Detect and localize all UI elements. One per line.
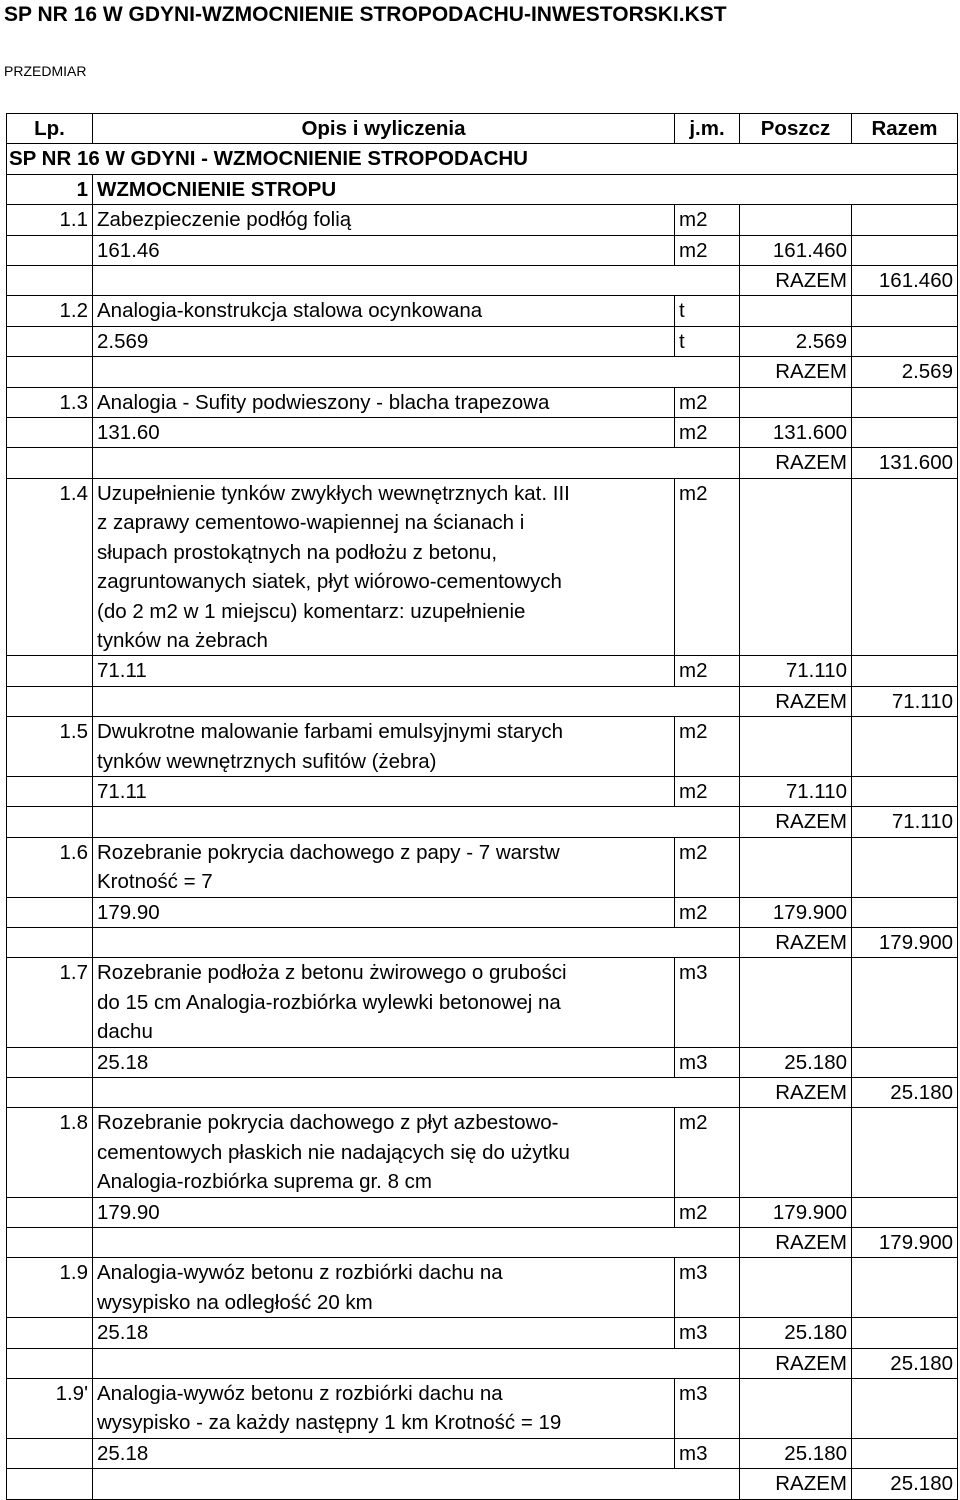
calc-lp-empty: [7, 418, 93, 448]
calc-partial: 161.460: [740, 235, 852, 265]
calc-row: [7, 235, 958, 265]
item-description-line: tynków wewnętrznych sufitów (żebra): [97, 749, 437, 773]
item-description-line: (do 2 m2 w 1 miejscu) komentarz: uzupełnienie: [97, 599, 526, 623]
item-description-line: Rozebranie pokrycia dachowego z płyt azbestowo-: [97, 1111, 559, 1135]
razem-row: [7, 448, 958, 478]
item-partial-empty: [740, 205, 852, 235]
group-row: [7, 174, 958, 204]
calc-total-empty: [852, 326, 958, 356]
item-description-line: z zaprawy cementowo-wapiennej na ścianach i: [97, 511, 525, 535]
calc-lp-empty: [7, 1438, 93, 1468]
item-row: [7, 717, 958, 777]
razem-lp-empty: [7, 266, 93, 296]
razem-row: [7, 1469, 958, 1499]
calc-total-empty: [852, 897, 958, 927]
item-partial-empty: [740, 478, 852, 655]
item-description-line: wysypisko - za każdy następny 1 km Krotność = 19: [97, 1411, 562, 1435]
item-lp: 1.3: [7, 387, 93, 417]
item-lp: 1.8: [7, 1108, 93, 1197]
item-description: [93, 478, 675, 655]
razem-label: RAZEM: [740, 266, 852, 296]
calc-lp-empty: [7, 235, 93, 265]
item-unit: m2: [675, 478, 740, 655]
item-description-line: Analogia-rozbiórka suprema gr. 8 cm: [97, 1170, 432, 1194]
item-lp: 1.9: [7, 1258, 93, 1318]
razem-total: 25.180: [852, 1348, 958, 1378]
item-description: [93, 958, 675, 1047]
item-description-line: tynków na żebrach: [97, 628, 268, 652]
razem-label: RAZEM: [740, 448, 852, 478]
item-description: [93, 205, 675, 235]
razem-row: [7, 686, 958, 716]
calc-row: [7, 1047, 958, 1077]
razem-desc-empty: [93, 1078, 740, 1108]
item-unit: m2: [675, 717, 740, 777]
calc-unit: m3: [675, 1318, 740, 1348]
razem-row: [7, 1228, 958, 1258]
razem-row: [7, 266, 958, 296]
calc-expression: 71.11: [93, 656, 675, 686]
item-total-empty: [852, 296, 958, 326]
calc-row: [7, 897, 958, 927]
item-description-line: Zabezpieczenie podłóg folią: [97, 208, 352, 232]
item-total-empty: [852, 478, 958, 655]
razem-label: RAZEM: [740, 1078, 852, 1108]
calc-unit: m2: [675, 776, 740, 806]
item-total-empty: [852, 205, 958, 235]
item-row: [7, 478, 958, 655]
calc-row: [7, 326, 958, 356]
calc-row: [7, 1438, 958, 1468]
razem-total: 2.569: [852, 357, 958, 387]
calc-total-empty: [852, 1438, 958, 1468]
razem-desc-empty: [93, 1228, 740, 1258]
item-total-empty: [852, 1108, 958, 1197]
razem-lp-empty: [7, 1348, 93, 1378]
calc-partial: 71.110: [740, 776, 852, 806]
razem-lp-empty: [7, 357, 93, 387]
calc-row: [7, 418, 958, 448]
calc-unit: m2: [675, 235, 740, 265]
razem-label: RAZEM: [740, 1348, 852, 1378]
calc-total-empty: [852, 1197, 958, 1227]
razem-desc-empty: [93, 927, 740, 957]
item-unit: m2: [675, 1108, 740, 1197]
calc-unit: m2: [675, 897, 740, 927]
section-row: [7, 144, 958, 174]
document-subtitle: PRZEDMIAR: [4, 63, 87, 79]
razem-lp-empty: [7, 1078, 93, 1108]
document-title: SP NR 16 W GDYNI-WZMOCNIENIE STROPODACHU-INWESTORSKI.KST: [4, 3, 727, 26]
item-partial-empty: [740, 717, 852, 777]
item-description-line: Krotność = 7: [97, 870, 213, 894]
razem-total: 25.180: [852, 1469, 958, 1499]
razem-label: RAZEM: [740, 686, 852, 716]
item-description-line: Analogia-konstrukcja stalowa ocynkowana: [97, 299, 483, 323]
razem-row: [7, 927, 958, 957]
razem-lp-empty: [7, 448, 93, 478]
razem-label: RAZEM: [740, 357, 852, 387]
item-unit: m2: [675, 387, 740, 417]
razem-desc-empty: [93, 686, 740, 716]
calc-lp-empty: [7, 656, 93, 686]
razem-label: RAZEM: [740, 1228, 852, 1258]
group-title: WZMOCNIENIE STROPU: [93, 174, 958, 204]
item-unit: m2: [675, 205, 740, 235]
group-lp: 1: [7, 174, 93, 204]
item-row: [7, 1108, 958, 1197]
calc-expression: 179.90: [93, 897, 675, 927]
item-description-line: wysypisko na odległość 20 km: [97, 1290, 373, 1314]
item-row: [7, 1258, 958, 1318]
item-lp: 1.4: [7, 478, 93, 655]
calc-expression: 71.11: [93, 776, 675, 806]
item-total-empty: [852, 837, 958, 897]
razem-label: RAZEM: [740, 927, 852, 957]
razem-desc-empty: [93, 448, 740, 478]
item-description-line: Analogia - Sufity podwieszony - blacha trapezowa: [97, 390, 550, 414]
calc-partial: 25.180: [740, 1438, 852, 1468]
item-total-empty: [852, 958, 958, 1047]
item-description-line: Analogia-wywóz betonu z rozbiórki dachu na: [97, 1382, 503, 1406]
calc-total-empty: [852, 235, 958, 265]
item-lp: 1.1: [7, 205, 93, 235]
razem-total: 179.900: [852, 927, 958, 957]
calc-total-empty: [852, 656, 958, 686]
item-partial-empty: [740, 1379, 852, 1439]
item-description-line: zagruntowanych siatek, płyt wiórowo-cementowych: [97, 570, 562, 594]
razem-total: 25.180: [852, 1078, 958, 1108]
item-description-line: Rozebranie pokrycia dachowego z papy - 7 warstw: [97, 840, 560, 864]
header-partial: Poszcz: [740, 114, 852, 144]
calc-expression: 161.46: [93, 235, 675, 265]
item-unit: m3: [675, 1379, 740, 1439]
calc-total-empty: [852, 776, 958, 806]
item-unit: m3: [675, 958, 740, 1047]
item-row: [7, 296, 958, 326]
razem-desc-empty: [93, 1469, 740, 1499]
razem-lp-empty: [7, 686, 93, 716]
item-description-line: dachu: [97, 1020, 153, 1044]
calc-unit: m3: [675, 1047, 740, 1077]
calc-unit: m2: [675, 418, 740, 448]
calc-expression: 2.569: [93, 326, 675, 356]
calc-lp-empty: [7, 1197, 93, 1227]
item-description: [93, 1379, 675, 1439]
razem-desc-empty: [93, 357, 740, 387]
calc-expression: 25.18: [93, 1438, 675, 1468]
item-lp: 1.2: [7, 296, 93, 326]
calc-row: [7, 1318, 958, 1348]
razem-lp-empty: [7, 807, 93, 837]
razem-lp-empty: [7, 927, 93, 957]
item-unit: m2: [675, 837, 740, 897]
item-row: [7, 958, 958, 1047]
item-description: [93, 1258, 675, 1318]
calc-lp-empty: [7, 1047, 93, 1077]
item-description-line: Rozebranie podłoża z betonu żwirowego o grubości: [97, 961, 567, 985]
calc-lp-empty: [7, 897, 93, 927]
item-description: [93, 837, 675, 897]
item-row: [7, 837, 958, 897]
header-desc: Opis i wyliczenia: [93, 114, 675, 144]
calc-lp-empty: [7, 326, 93, 356]
item-partial-empty: [740, 296, 852, 326]
item-partial-empty: [740, 1258, 852, 1318]
header-total: Razem: [852, 114, 958, 144]
calc-partial: 2.569: [740, 326, 852, 356]
calc-expression: 25.18: [93, 1318, 675, 1348]
calc-total-empty: [852, 1047, 958, 1077]
razem-total: 131.600: [852, 448, 958, 478]
calc-partial: 25.180: [740, 1318, 852, 1348]
razem-row: [7, 357, 958, 387]
item-total-empty: [852, 1379, 958, 1439]
razem-lp-empty: [7, 1469, 93, 1499]
item-description: [93, 387, 675, 417]
item-lp: 1.7: [7, 958, 93, 1047]
item-description: [93, 717, 675, 777]
item-total-empty: [852, 1258, 958, 1318]
item-row: [7, 205, 958, 235]
calc-row: [7, 776, 958, 806]
header-unit: j.m.: [675, 114, 740, 144]
razem-row: [7, 1078, 958, 1108]
item-total-empty: [852, 387, 958, 417]
razem-total: 71.110: [852, 807, 958, 837]
item-partial-empty: [740, 837, 852, 897]
header-row: [7, 114, 958, 144]
item-description-line: do 15 cm Analogia-rozbiórka wylewki betonowej na: [97, 990, 561, 1014]
razem-lp-empty: [7, 1228, 93, 1258]
item-lp: 1.6: [7, 837, 93, 897]
item-partial-empty: [740, 1108, 852, 1197]
razem-total: 179.900: [852, 1228, 958, 1258]
calc-lp-empty: [7, 1318, 93, 1348]
calc-row: [7, 1197, 958, 1227]
razem-row: [7, 1348, 958, 1378]
calc-row: [7, 656, 958, 686]
item-row: [7, 1379, 958, 1439]
item-unit: m3: [675, 1258, 740, 1318]
item-lp: 1.5: [7, 717, 93, 777]
item-partial-empty: [740, 387, 852, 417]
calc-unit: m2: [675, 656, 740, 686]
calc-expression: 179.90: [93, 1197, 675, 1227]
calc-total-empty: [852, 418, 958, 448]
item-description: [93, 296, 675, 326]
razem-desc-empty: [93, 807, 740, 837]
calc-unit: t: [675, 326, 740, 356]
section-title: SP NR 16 W GDYNI - WZMOCNIENIE STROPODACHU: [7, 144, 958, 174]
razem-row: [7, 807, 958, 837]
item-unit: t: [675, 296, 740, 326]
calc-unit: m3: [675, 1438, 740, 1468]
calc-unit: m2: [675, 1197, 740, 1227]
item-description-line: Dwukrotne malowanie farbami emulsyjnymi starych: [97, 720, 563, 744]
item-total-empty: [852, 717, 958, 777]
calc-partial: 179.900: [740, 897, 852, 927]
razem-desc-empty: [93, 266, 740, 296]
header-lp: Lp.: [7, 114, 93, 144]
item-description: [93, 1108, 675, 1197]
calc-lp-empty: [7, 776, 93, 806]
razem-label: RAZEM: [740, 1469, 852, 1499]
bill-of-quantities-table: [6, 113, 958, 1500]
razem-desc-empty: [93, 1348, 740, 1378]
item-partial-empty: [740, 958, 852, 1047]
razem-total: 161.460: [852, 266, 958, 296]
item-description-line: cementowych płaskich nie nadających się do użytku: [97, 1140, 570, 1164]
razem-total: 71.110: [852, 686, 958, 716]
calc-total-empty: [852, 1318, 958, 1348]
calc-partial: 179.900: [740, 1197, 852, 1227]
calc-partial: 71.110: [740, 656, 852, 686]
calc-expression: 25.18: [93, 1047, 675, 1077]
item-description-line: Uzupełnienie tynków zwykłych wewnętrznych kat. III: [97, 481, 570, 505]
razem-label: RAZEM: [740, 807, 852, 837]
calc-partial: 25.180: [740, 1047, 852, 1077]
item-row: [7, 387, 958, 417]
item-description-line: słupach prostokątnych na podłożu z betonu,: [97, 540, 498, 564]
calc-partial: 131.600: [740, 418, 852, 448]
calc-expression: 131.60: [93, 418, 675, 448]
item-description-line: Analogia-wywóz betonu z rozbiórki dachu na: [97, 1261, 503, 1285]
item-lp: 1.9': [7, 1379, 93, 1439]
